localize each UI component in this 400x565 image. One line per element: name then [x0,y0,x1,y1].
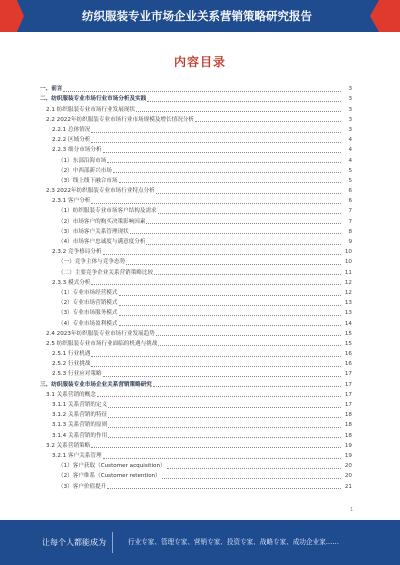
toc-leader-dots [91,142,341,143]
toc-entry-text: 2.3 2022年纺织服装专业市场行业特点分析 [46,188,155,195]
toc-entry[interactable] [40,441,352,451]
toc-entry-page: 20 [344,473,352,480]
footer-tagline: 行业专家、管理专家、营销专家、投资专家、战略专家、成功企业家…… [128,538,339,546]
toc-entry-text: 3.1.3 关系营销的原则 [52,422,108,429]
toc-entry-page: 17 [344,402,352,408]
toc-entry[interactable] [40,288,352,298]
toc-entry-text: （2）客户维系（Customer retention） [58,473,161,480]
toc-entry-text: 2.3.1 客户分析 [52,198,91,205]
toc-entry-page: 15 [344,330,352,337]
toc-entry-text: 2.5.3 行业应对策略 [52,371,102,378]
toc-leader-dots [103,458,341,459]
toc-leader-dots [119,182,342,183]
toc-entry-text: 一、前言 [40,86,63,93]
toc-entry[interactable] [40,176,352,186]
toc-leader-dots [153,386,341,387]
toc-entry-page: 17 [344,391,352,398]
toc-entry[interactable] [40,84,352,94]
toc-leader-dots [126,264,341,265]
toc-leader-dots [91,366,341,367]
report-title: 纺织服装专业市场企业关系营销策略研究报告 [82,9,312,23]
toc-entry-text: 3.2 关系营销策略 [46,442,91,449]
toc-entry-page: 8 [348,228,352,235]
header-banner [0,0,400,32]
toc-entry[interactable] [40,349,352,359]
toc-entry[interactable] [40,451,352,461]
toc-leader-dots [154,274,341,275]
toc-entry[interactable] [40,359,352,369]
toc-entry-page: 17 [344,381,352,388]
footer-slogan: 让每个人都能成为 [42,538,106,547]
banner-left-accent [0,0,24,32]
toc-entry-page: 3 [348,86,352,93]
toc-leader-dots [195,121,341,122]
toc-entry-text: 2.2.3 细分市场分析 [52,147,102,154]
page-number: 1 [350,507,354,513]
toc-entry[interactable] [40,379,352,389]
toc-leader-dots [156,335,341,336]
toc-entry-text: 2.1 纺织服装专业市场行业发展现状 [46,106,135,113]
toc-entry-page: 12 [344,289,352,296]
toc-entry-text: 二、纺织服装专业市场行业市场分析及实践 [40,96,147,103]
toc-entry-text: （4）市场客户忠诚度与满意度分析 [58,239,146,245]
toc-entry-text: （1）东部沿海市场 [58,157,107,164]
toc-entry[interactable] [40,227,352,237]
toc-entry[interactable] [40,257,352,267]
toc-entry-text: 2.3.3 模式分析 [52,279,91,286]
toc-entry-text: （1）专业市场经营模式 [58,289,118,296]
toc-entry-text: 2.4 2023年纺织服装专业市场行业发展趋势 [46,330,155,337]
toc-entry-text: 3.1.4 关系营销的作用 [52,432,108,439]
toc-entry-page: 6 [348,188,352,195]
toc-entry-page: 18 [344,422,352,429]
banner-right-accent [370,0,400,32]
toc-leader-dots [97,396,341,397]
toc-entry-text: 2.2 2022年纺织服装专业市场行业市场规模及增长情况分析 [46,116,194,123]
toc-entry[interactable] [40,329,352,339]
toc-entry-page: 21 [344,483,352,490]
toc-entry-page: 19 [344,442,352,449]
toc-entry[interactable] [40,318,352,328]
toc-entry-page: 3 [348,116,352,123]
toc-leader-dots [91,447,341,448]
toc-entry-page: 5 [348,167,352,174]
toc-leader-dots [119,315,342,316]
footer-banner [0,520,400,565]
toc-entry[interactable] [40,186,352,196]
toc-entry-page: 7 [348,218,352,225]
toc-entry-text: 2.2.1 总体情况 [52,126,91,133]
toc-entry[interactable] [40,278,352,288]
toc-entry-text: （2）专业市场营销模式 [58,300,118,307]
toc-leader-dots [146,223,341,224]
toc-leader-dots [103,376,341,377]
toc-leader-dots [103,152,341,153]
toc-entry-text: （2）市场客户的购买决策影响因素 [58,218,146,225]
toc-entry-page: 9 [348,239,352,245]
toc-leader-dots [136,111,341,112]
toc-entry-page: 5 [348,177,352,184]
toc-leader-dots [158,345,341,346]
toc-entry[interactable] [40,471,352,481]
toc-entry-text: 2.2.2 区域分析 [52,137,91,144]
toc-entry[interactable] [40,420,352,430]
toc-entry-text: （4）专业市场盈利模式 [58,320,118,327]
table-of-contents [40,84,352,492]
toc-entry-text: （3）客户价值提升 [58,483,107,490]
toc-entry-text: 3.1 关系营销的概念 [46,391,96,398]
toc-entry[interactable] [40,390,352,400]
toc-leader-dots [91,284,341,285]
toc-leader-dots [158,213,341,214]
toc-leader-dots [91,132,341,133]
toc-entry[interactable] [40,339,352,349]
toc-title: 内容目录 [173,55,226,69]
toc-entry[interactable] [40,400,352,410]
toc-leader-dots [119,305,342,306]
toc-leader-dots [108,417,341,418]
toc-entry-text: 2.5 纺织服装专业市场行业面临的机遇与挑战 [46,340,158,347]
toc-entry[interactable] [40,216,352,226]
toc-entry[interactable] [40,247,352,257]
toc-entry-text: 3.1.2 关系营销的特征 [52,412,108,419]
toc-entry-text: （1）纺织服装专业市场客户结构及需求 [58,208,157,215]
toc-entry-page: 18 [344,412,352,419]
toc-entry-text: （1）客户获取（Customer acquisition） [58,463,166,470]
toc-entry-text: 2.5.1 行业机遇 [52,351,91,358]
toc-entry-page: 15 [344,340,352,347]
toc-entry-page: 19 [344,452,352,459]
toc-entry-page: 4 [348,137,352,144]
toc-entry-page: 3 [348,126,352,133]
toc-entry-page: 20 [344,463,352,470]
toc-entry-page: 16 [344,361,352,368]
toc-leader-dots [108,437,341,438]
toc-entry[interactable] [40,410,352,420]
toc-leader-dots [107,162,341,163]
toc-entry-text: 三、纺织服装专业市场企业关系营销策略研究 [40,381,152,388]
toc-leader-dots [147,101,341,102]
toc-entry-page: 4 [348,147,352,154]
toc-entry-page: 3 [348,106,352,113]
toc-entry-page: 10 [344,259,352,266]
toc-entry[interactable] [40,298,352,308]
toc-leader-dots [119,295,342,296]
toc-entry-text: （3）专业市场服务模式 [58,310,118,317]
toc-entry[interactable] [40,461,352,471]
toc-entry-text: 3.1.1 关系营销的定义 [52,402,108,408]
toc-entry-page: 4 [348,157,352,164]
toc-leader-dots [162,478,341,479]
toc-entry[interactable] [40,104,352,114]
toc-entry-page: 11 [344,269,352,276]
toc-entry-text: （3）线上线下融合市场 [58,177,118,184]
toc-entry[interactable] [40,267,352,277]
toc-entry[interactable] [40,237,352,247]
toc-entry-text: （2）中西部新兴市场 [58,167,112,174]
toc-entry-text: （3）市场客户关系管理现状 [58,228,129,235]
toc-leader-dots [91,203,341,204]
toc-leader-dots [108,407,341,408]
toc-leader-dots [156,193,341,194]
toc-entry-page: 7 [348,208,352,215]
toc-entry[interactable] [40,145,352,155]
toc-entry-page: 13 [344,300,352,307]
toc-entry-text: （二）主要竞争企业关系营销策略比较 [58,269,154,276]
toc-leader-dots [63,91,341,92]
toc-entry-page: 3 [348,96,352,103]
toc-entry[interactable] [40,369,352,379]
toc-leader-dots [108,427,341,428]
toc-entry-page: 18 [344,432,352,439]
toc-entry[interactable] [40,166,352,176]
toc-entry-page: 13 [344,310,352,317]
toc-leader-dots [130,233,341,234]
toc-entry-page: 17 [344,371,352,378]
footer-divider [112,532,113,553]
toc-leader-dots [91,356,341,357]
toc-entry-page: 6 [348,198,352,205]
toc-leader-dots [113,172,341,173]
toc-entry[interactable] [40,481,352,491]
toc-entry-text: 2.5.2 行业挑战 [52,361,91,368]
toc-entry[interactable] [40,135,352,145]
toc-entry[interactable] [40,125,352,135]
toc-leader-dots [103,254,341,255]
toc-entry-text: 2.3.2 竞争格局分析 [52,249,102,256]
toc-leader-dots [146,244,341,245]
toc-entry[interactable] [40,308,352,318]
toc-entry-page: 10 [344,249,352,256]
toc-entry-page: 16 [344,351,352,358]
toc-entry-page: 12 [344,279,352,286]
toc-entry[interactable] [40,206,352,216]
toc-entry[interactable] [40,94,352,104]
toc-leader-dots [107,488,341,489]
toc-entry[interactable] [40,196,352,206]
toc-entry[interactable] [40,115,352,125]
toc-entry-text: 3.2.1 客户关系管理 [52,452,102,459]
toc-entry[interactable] [40,155,352,165]
toc-entry-page: 14 [344,320,352,327]
toc-leader-dots [167,468,341,469]
toc-entry[interactable] [40,430,352,440]
toc-leader-dots [119,325,342,326]
toc-entry-text: （一）竞争主体与竞争态势 [58,259,126,266]
